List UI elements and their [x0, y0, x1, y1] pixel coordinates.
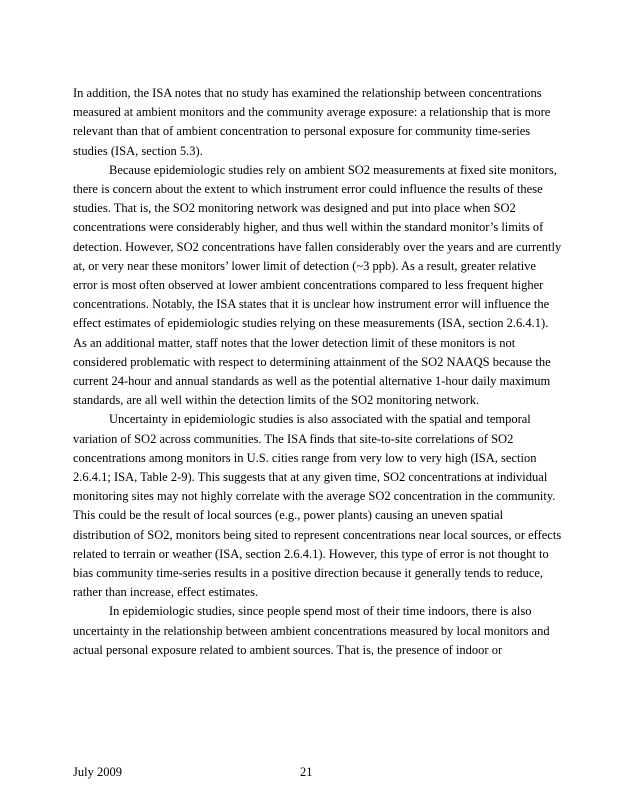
paragraph-1: In addition, the ISA notes that no study has examined the relationship between concentrations measured at ambient monitors and the community average exposure: a relationship that is more relevant than that of ambient concentration to personal exposure for community time-series studies (ISA, section 5.3). — [73, 86, 551, 158]
paragraph-2: Because epidemiologic studies rely on ambient SO2 measurements at fixed site monitors, there is concern about the extent to which instrument error could influence the results of these studies. That is, the SO2 monitoring network was designed and put into place when SO2 concentrations were considerably higher, and thus well within the standard monitor’s limits of detection. However, SO2 concentrations have fallen considerably over the years and are currently at, or very near these monitors’ lower limit of detection (~3 ppb). As a result, greater relative error is most often observed at lower ambient concentrations compared to less frequent higher concentrations. Notably, the ISA states that it is unclear how instrument error will influence the effect estimates of epidemiologic studies relying on these measurements (ISA, section 2.6.4.1). As an additional matter, staff notes that the lower detection limit of these monitors is not considered problematic with respect to determining attainment of the SO2 NAAQS because the current 24-hour and annual standards as well as the potential alternative 1-hour daily maximum standards, are all well within the detection limits of the SO2 monitoring network. — [73, 162, 562, 408]
body-text — [73, 84, 563, 660]
paragraph-3: Uncertainty in epidemiologic studies is also associated with the spatial and temporal variation of SO2 across communities. The ISA finds that site-to-site correlations of SO2 concentrations among monitors in U.S. cities range from very low to very high (ISA, section 2.6.4.1; ISA, Table 2-9). This suggests that at any given time, SO2 concentrations at individual monitoring sites may not highly correlate with the average SO2 concentration in the community. This could be the result of local sources (e.g., power plants) causing an uneven spatial distribution of SO2, monitors being sited to represent concentrations near local sources, or effects related to terrain or weather (ISA, section 2.6.4.1). However, this type of error is not thought to bias community time-series results in a positive direction because it generally tends to reduce, rather than increase, effect estimates. — [73, 412, 562, 600]
footer-date: July 2009 — [73, 765, 122, 779]
page-number: 21 — [300, 765, 313, 779]
paragraph-4: In epidemiologic studies, since people spend most of their time indoors, there is also uncertainty in the relationship between ambient concentrations measured by local monitors and actual personal exposure related to ambient sources. That is, the presence of indoor or — [73, 604, 550, 657]
